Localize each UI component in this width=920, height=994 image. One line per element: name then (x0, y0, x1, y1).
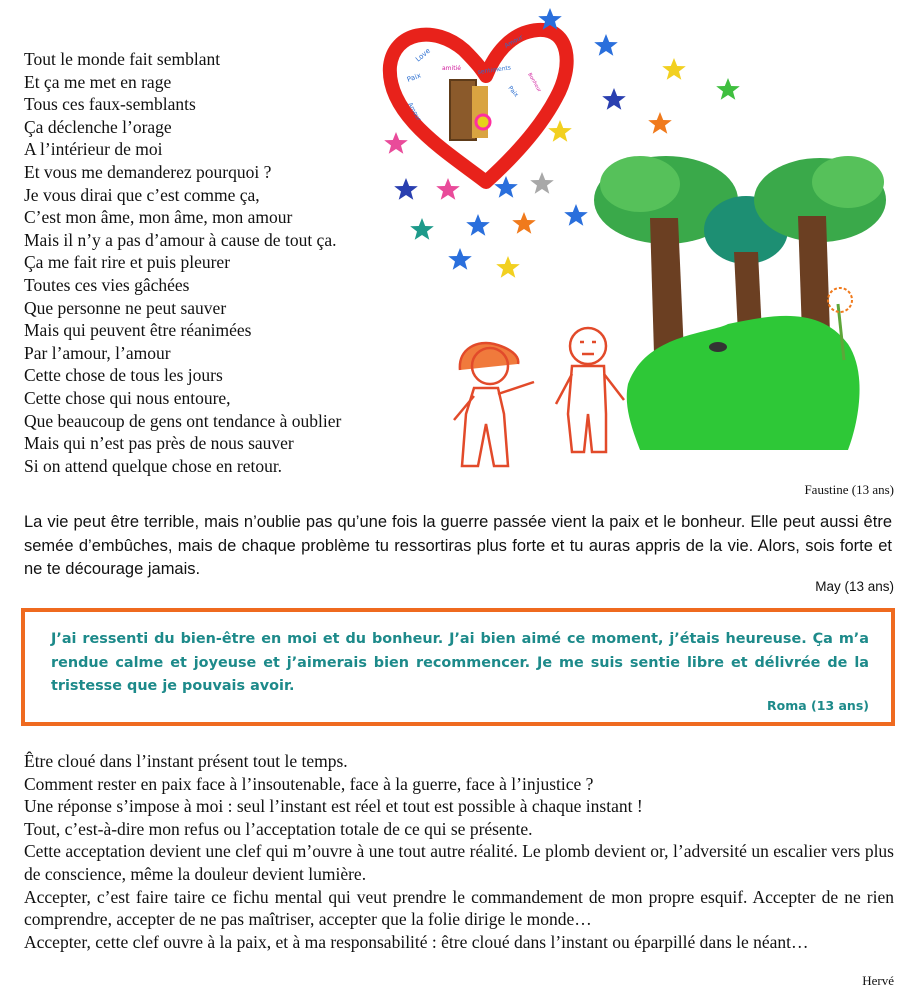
herve-paragraph: Accepter, c’est faire taire ce fichu mental qui veut prendre le commandement de mon propre esquif. Accepter de ne rien comprendre, accepter de ne pas maîtriser, accepter que la folie dirige le monde… (24, 886, 894, 930)
poem-line: Tout le monde fait semblant (24, 49, 221, 69)
poem-line: Toutes ces vies gâchées (24, 274, 190, 295)
child-drawing (378, 4, 898, 484)
heart-word: sentiments (477, 64, 512, 76)
heart-word: amitié (442, 65, 461, 72)
herve-paragraph: Tout, c’est-à-dire mon refus ou l’acceptation totale de ce qui se présente. (24, 818, 533, 839)
poem-line: Cette chose de tous les jours (24, 365, 223, 386)
poem-line: C’est mon âme, mon âme, mon amour (24, 207, 293, 228)
poem-line: Si on attend quelque chose en retour. (24, 455, 283, 476)
herve-author: Hervé (862, 973, 894, 988)
herve-paragraph: Comment rester en paix face à l’insoutenable, face à la guerre, face à l’injustice ? (24, 773, 594, 794)
children-figures (454, 328, 624, 466)
poem-line: Mais il n’y a pas d’amour à cause de tout ça. (24, 229, 337, 250)
herve-text (24, 750, 894, 953)
poem-line: Par l’amour, l’amour (24, 342, 171, 363)
heart-drawing (390, 30, 567, 182)
heart-word: Paix (405, 71, 423, 84)
trees (594, 156, 886, 450)
poem-line: Ça me fait rire et puis pleurer (24, 252, 231, 273)
roma-quote-box (21, 608, 895, 726)
poem-line: Ça déclenche l’orage (24, 116, 172, 137)
herve-paragraph: Cette acceptation devient une clef qui m’ouvre à une tout autre réalité. Le plomb devient or, l’adversité un escalier vers plus de conscience, même la douleur devient lumière. (24, 841, 894, 884)
poem-line: Je vous dirai que c’est comme ça, (24, 184, 260, 205)
roma-author: Roma (13 ans) (767, 698, 869, 713)
herve-paragraph: Être cloué dans l’instant présent tout le temps. (24, 751, 348, 771)
poem-line: Que beaucoup de gens ont tendance à oublier (24, 410, 342, 431)
poem-line: Mais qui n’est pas près de nous sauver (24, 433, 294, 454)
poem-line: Mais qui peuvent être réanimées (24, 320, 252, 341)
poem (24, 48, 341, 477)
heart-word: Paix (506, 84, 520, 99)
poem-line: Et vous me demanderez pourquoi ? (24, 161, 272, 182)
roma-text: J’ai ressenti du bien-être en moi et du bonheur. J’ai bien aimé ce moment, j’étais heureuse. Ça m’a rendue calme et joyeuse et j’aimerais bien recommencer. Je me suis sentie libre et délivrée de la tristesse que je pouvais avoir. (51, 631, 869, 694)
poem-line: Tous ces faux-semblants (24, 94, 196, 115)
herve-paragraph: Accepter, cette clef ouvre à la paix, et à ma responsabilité : être cloué dans l’instant ou éparpillé dans le néant… (24, 931, 809, 952)
poem-line: Cette chose qui nous entoure, (24, 387, 231, 408)
poem-author: Faustine (13 ans) (804, 482, 894, 497)
heart-word: Bonheur (526, 72, 543, 94)
poem-line: Et ça me met en rage (24, 71, 172, 92)
herve-paragraph: Une réponse s’impose à moi : seul l’instant est réel et tout est possible à chaque instant ! (24, 796, 643, 817)
poem-line: A l’intérieur de moi (24, 139, 163, 160)
may-author: May (13 ans) (815, 579, 894, 594)
poem-line: Que personne ne peut sauver (24, 297, 227, 318)
heart-word: Love (414, 46, 432, 64)
heart-word: Amour (406, 101, 423, 123)
may-text: La vie peut être terrible, mais n’oublie pas qu’une fois la guerre passée vient la paix et le bonheur. Elle peut aussi être semée d’embûches, mais de chaque problème tu ressortiras plus forte et tu auras appris de la vie. Alors, sois forte et ne te décourage jamais. (24, 513, 892, 578)
heart-word: Amour (503, 33, 525, 50)
